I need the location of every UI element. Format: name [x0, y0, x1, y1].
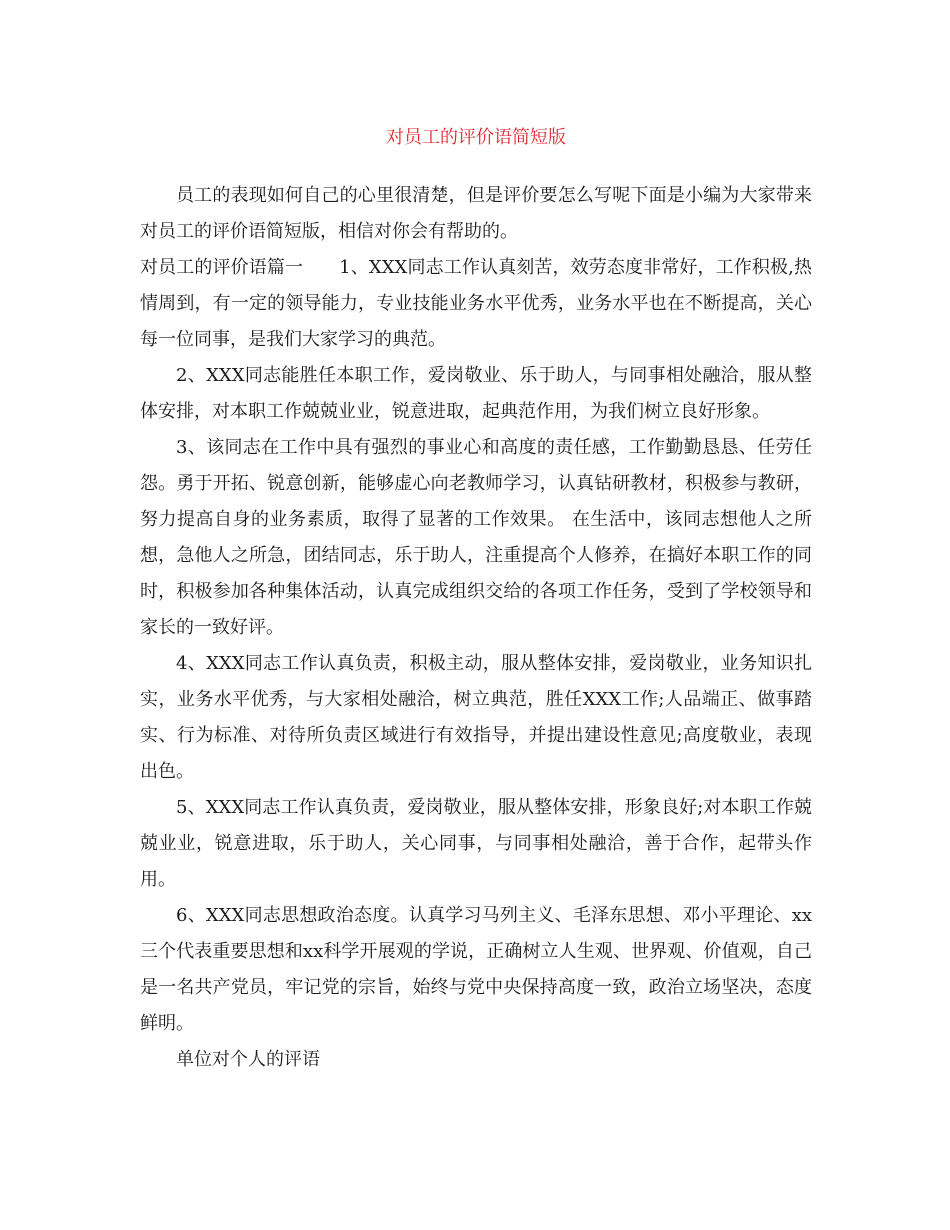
item-paragraph-1: 1、XXX同志工作认真刻苦，效劳态度非常好，工作积极,热情周到，有一定的领导能力，专业技能业务水平优秀，业务水平也在不断提高，关心每一位同事，是我们大家学习的典范。 — [140, 257, 813, 350]
document-title: 对员工的评价语简短版 — [386, 127, 566, 148]
intro-paragraph: 员工的表现如何自己的心里很清楚，但是评价要怎么写呢下面是小编为大家带来对员工的评价语简短版，相信对你会有帮助的。 — [140, 185, 812, 242]
item-paragraph-3: 3、该同志在工作中具有强烈的事业心和高度的责任感，工作勤勤恳恳、任劳任怨。勇于开拓、锐意创新，能够虚心向老教师学习，认真钻研教材，积极参与教研，努力提高自身的业务素质，取得了显著的工作效果。 在生活中，该同志想他人之所想，急他人之所急，团结同志，乐于助人，注重提高个人修养，在搞好本职工作的同时，积极参加各种集体活动，认真完成组织交给的各项工作任务，受到了学校领导和家长的一致好评。 — [140, 437, 812, 638]
item-paragraph-2: 2、XXX同志能胜任本职工作，爱岗敬业、乐于助人，与同事相处融洽，服从整体安排，对本职工作兢兢业业，锐意进取，起典范作用，为我们树立良好形象。 — [140, 365, 812, 422]
closing-heading: 单位对个人的评语 — [176, 1049, 320, 1070]
item-paragraph-5: 5、XXX同志工作认真负责，爱岗敬业，服从整体安排，形象良好;对本职工作兢兢业业，锐意进取，乐于助人，关心同事，与同事相处融洽，善于合作，起带头作用。 — [140, 797, 812, 890]
document-body — [140, 120, 812, 1078]
item-paragraph-4: 4、XXX同志工作认真负责，积极主动，服从整体安排，爱岗敬业，业务知识扎实，业务水平优秀，与大家相处融洽，树立典范，胜任XXX工作;人品端正、做事踏实、行为标准、对待所负责区域进行有效指导，并提出建设性意见;高度敬业，表现出色。 — [140, 653, 812, 782]
section-first-paragraph — [140, 250, 812, 358]
section-label: 对员工的评价语篇一 — [140, 257, 304, 278]
item-paragraph-6: 6、XXX同志思想政治态度。认真学习马列主义、毛泽东思想、邓小平理论、xx三个代表重要思想和xx科学开展观的学说，正确树立人生观、世界观、价值观，自己是一名共产党员，牢记党的宗旨，始终与党中央保持高度一致，政治立场坚决，态度鲜明。 — [140, 905, 812, 1034]
